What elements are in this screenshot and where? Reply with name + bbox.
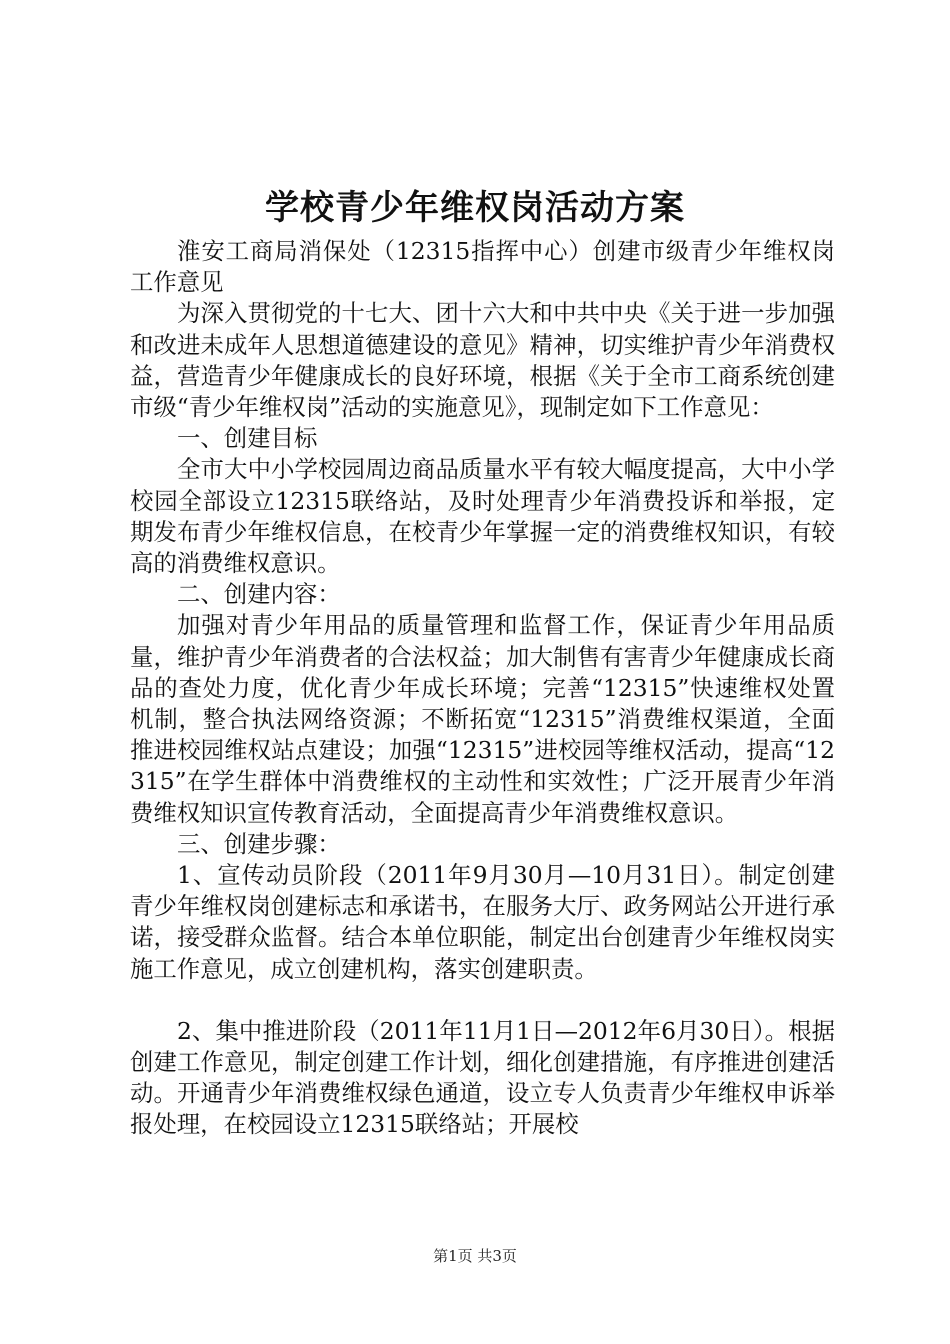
- paragraph-content: 加强对青少年用品的质量管理和监督工作，保证青少年用品质量，维护青少年消费者的合法权益；加大制售有害青少年健康成长商品的查处力度，优化青少年成长环境；完善“12315”快速维权处置机制，整合执法网络资源；不断拓宽“12315”消费维权渠道，全面推进校园维权站点建设；加强“12315”进校园等维权活动，提高“12315”在学生群体中消费维权的主动性和实效性；广泛开展青少年消费维权知识宣传教育活动，全面提高青少年消费维权意识。: [130, 611, 835, 827]
- paragraph-step-2: 2、集中推进阶段（2011年11月1日—2012年6月30日）。根据创建工作意见，制定创建工作计划，细化创建措施，有序推进创建活动。开通青少年消费维权绿色通道，设立专人负责青少年维权申诉举报处理，在校园设立12315联络站；开展校: [130, 1016, 835, 1139]
- paragraph-step-1: 1、宣传动员阶段（2011年9月30月—10月31日）。制定创建青少年维权岗创建标志和承诺书，在服务大厅、政务网站公开进行承诺，接受群众监督。结合本单位职能，制定出台创建青少年维权岗实施工作意见，成立创建机构，落实创建职责。: [130, 861, 835, 983]
- section-heading-content: 二、创建内容：: [177, 580, 341, 609]
- paragraph-spacer: [130, 985, 835, 1016]
- section-heading-goal: 一、创建目标: [177, 424, 318, 453]
- document-title: 学校青少年维权岗活动方案: [265, 188, 685, 228]
- section-heading-steps: 三、创建步骤：: [177, 829, 341, 858]
- document-body: [130, 236, 835, 1141]
- page-footer: 第1页 共3页: [433, 1247, 517, 1265]
- paragraph-goal: 全市大中小学校园周边商品质量水平有较大幅度提高，大中小学校园全部设立12315联络站，及时处理青少年消费投诉和举报，定期发布青少年维权信息，在校青少年掌握一定的消费维权知识，有较高的消费维权意识。: [130, 455, 835, 578]
- paragraph-intro: 为深入贯彻党的十七大、团十六大和中共中央《关于进一步加强和改进未成年人思想道德建设的意见》精神，切实维护青少年消费权益，营造青少年健康成长的良好环境，根据《关于全市工商系统创建市级“青少年维权岗”活动的实施意见》，现制定如下工作意见：: [130, 299, 835, 422]
- paragraph-heading-note: 淮安工商局消保处（12315指挥中心）创建市级青少年维权岗工作意见: [130, 237, 835, 297]
